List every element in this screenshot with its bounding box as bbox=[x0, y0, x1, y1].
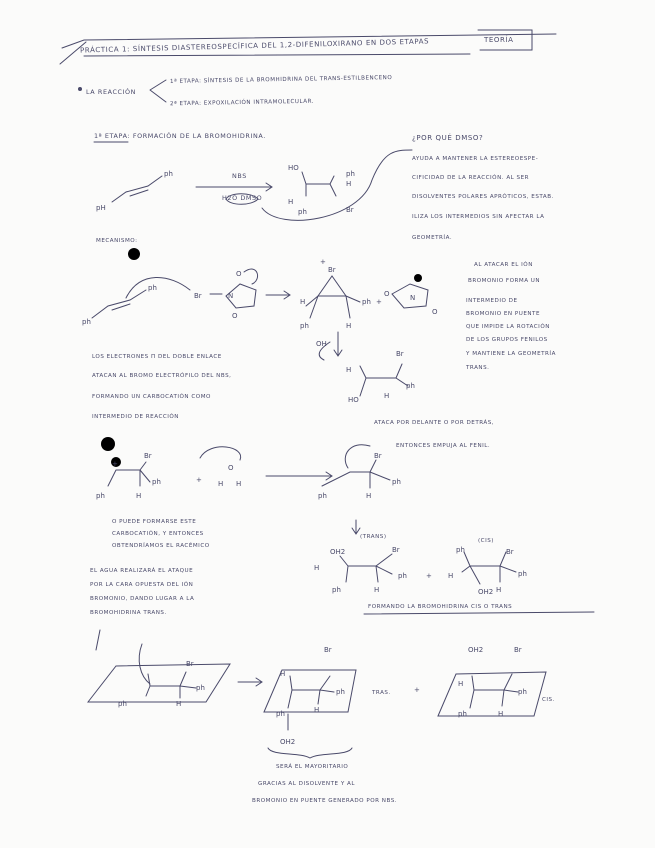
svg-text:ph: ph bbox=[332, 586, 341, 594]
svg-text:H: H bbox=[346, 366, 352, 374]
svg-text:+: + bbox=[414, 686, 420, 694]
bromonium-note-3: INTERMEDIO DE bbox=[466, 298, 518, 304]
carbocation-note-3: OBTENDRÍAMOS EL RACÉMICO bbox=[112, 543, 210, 549]
svg-text:ph: ph bbox=[406, 382, 415, 390]
svg-text:Br: Br bbox=[514, 646, 522, 654]
electron-arrow-1 bbox=[126, 277, 190, 298]
theory-tag-box bbox=[478, 30, 532, 50]
svg-text:Br: Br bbox=[396, 350, 404, 358]
forming-note: FORMANDO LA BROMOHIDRINA CIS O TRANS bbox=[368, 604, 513, 610]
svg-text:ph: ph bbox=[164, 170, 173, 178]
bromonium-note-8: TRANS. bbox=[466, 365, 490, 371]
svg-text:H: H bbox=[498, 710, 504, 718]
svg-text:ph: ph bbox=[148, 284, 157, 292]
bromonium-note-6: DE LOS GRUPOS FENILOS bbox=[466, 337, 548, 343]
dmso-answer-3: DISOLVENTES POLARES APRÓTICOS, ESTAB. bbox=[412, 194, 554, 200]
svg-text:H: H bbox=[346, 180, 352, 188]
svg-text:HO: HO bbox=[288, 164, 299, 172]
water-note-3: BROMONIO, DANDO LUGAR A LA bbox=[90, 596, 195, 602]
svg-text:H: H bbox=[314, 706, 320, 714]
svg-text:H: H bbox=[366, 492, 372, 500]
svg-text:+: + bbox=[196, 476, 202, 484]
major-note-3: BROMONIO EN PUENTE GENERADO POR NBS. bbox=[252, 798, 398, 804]
negative-charge-circle bbox=[414, 274, 422, 282]
svg-text:pH: pH bbox=[96, 204, 106, 212]
carbonyl-arrow bbox=[244, 269, 258, 284]
dmso-question: ¿POR QUÉ DMSO? bbox=[412, 134, 484, 142]
bromonium-note-5: QUE IMPIDE LA ROTACIÓN bbox=[466, 324, 550, 330]
svg-text:N: N bbox=[228, 292, 234, 300]
svg-text:N: N bbox=[410, 294, 416, 302]
svg-text:H: H bbox=[280, 670, 286, 678]
svg-text:Br: Br bbox=[144, 452, 152, 460]
step2-circle bbox=[101, 437, 115, 451]
reaction-label: LA REACCIÓN bbox=[86, 88, 137, 96]
svg-text:OH2: OH2 bbox=[330, 548, 346, 556]
plane-3 bbox=[438, 672, 546, 716]
svg-text:OH2: OH2 bbox=[280, 738, 296, 746]
forming-underline bbox=[364, 612, 594, 614]
svg-text:H: H bbox=[384, 392, 390, 400]
svg-text:ph: ph bbox=[118, 700, 127, 708]
dmso-circle bbox=[226, 194, 258, 205]
svg-text:H: H bbox=[448, 572, 454, 580]
reaction-arrow-3 bbox=[266, 472, 332, 480]
svg-text:ph: ph bbox=[152, 478, 161, 486]
svg-text:Br: Br bbox=[392, 546, 400, 554]
water-note-4: BROMOHIDRINA TRANS. bbox=[90, 610, 167, 616]
svg-text:ph: ph bbox=[82, 318, 91, 326]
svg-text:HO: HO bbox=[348, 396, 359, 404]
svg-text:ph: ph bbox=[362, 298, 371, 306]
major-brace bbox=[268, 748, 352, 758]
svg-text:+: + bbox=[426, 572, 432, 580]
step2-product bbox=[322, 460, 390, 488]
attack-note-2: ENTONCES EMPUJA AL FENIL. bbox=[396, 443, 491, 449]
svg-text:H: H bbox=[236, 480, 242, 488]
practice-title: PRÁCTICA 1: SÍNTESIS DIASTEREOSPECÍFICA DEL 1,2-DIFENILOXIRANO EN DOS ETAPAS bbox=[79, 37, 430, 55]
svg-text:+: + bbox=[376, 298, 382, 306]
svg-text:ph: ph bbox=[398, 572, 407, 580]
reaction-step1: 1ª ETAPA: SÍNTESIS DE LA BROMHIDRINA DEL TRANS-ESTILBENCENO bbox=[169, 75, 393, 85]
svg-text:ph: ph bbox=[276, 710, 285, 718]
reaction-arrow-2 bbox=[266, 291, 290, 299]
dmso-answer-1: AYUDA A MANTENER LA ESTEREOESPE- bbox=[412, 156, 539, 162]
attack-arrow-3 bbox=[345, 445, 370, 468]
plane-3-molecule bbox=[470, 674, 518, 708]
reagent-bottom: H2O DMSO bbox=[222, 194, 263, 202]
mechanism-label: MECANISMO: bbox=[96, 238, 138, 244]
svg-text:H: H bbox=[346, 322, 352, 330]
stilbene-double-bond bbox=[130, 190, 148, 196]
svg-text:O: O bbox=[232, 312, 238, 320]
svg-text:O: O bbox=[432, 308, 438, 316]
plane-1 bbox=[88, 664, 230, 702]
svg-text:O: O bbox=[236, 270, 242, 278]
down-arrow-2 bbox=[352, 520, 360, 534]
svg-text:ph: ph bbox=[318, 492, 327, 500]
svg-text:ph: ph bbox=[300, 322, 309, 330]
svg-text:Br: Br bbox=[324, 646, 332, 654]
theory-tag: TEORÍA bbox=[484, 36, 514, 44]
electrons-note-4: INTERMEDIO DE REACCIÓN bbox=[92, 414, 179, 420]
water-note-2: POR LA CARA OPUESTA DEL IÓN bbox=[90, 582, 194, 588]
bromonium-note-2: BROMONIO FORMA UN bbox=[468, 278, 541, 284]
step1-circle bbox=[128, 248, 140, 260]
svg-text:OH2: OH2 bbox=[468, 646, 484, 654]
svg-text:OH2: OH2 bbox=[478, 588, 494, 596]
title-frame-corner bbox=[60, 42, 86, 64]
dmso-answer-4: ILIZA LOS INTERMEDIOS SIN AFECTAR LA bbox=[412, 214, 545, 220]
title-underline bbox=[84, 54, 470, 56]
svg-text:Br: Br bbox=[194, 292, 202, 300]
svg-text:H: H bbox=[374, 586, 380, 594]
bromonium-note-7: Y MANTIENE LA GEOMETRÍA bbox=[466, 351, 556, 357]
svg-text:ph: ph bbox=[196, 684, 205, 692]
reaction-step2: 2ª ETAPA: EXPOXILACIÓN INTRAMOLECULAR. bbox=[169, 98, 315, 108]
svg-text:+: + bbox=[112, 460, 118, 468]
svg-text:H: H bbox=[218, 480, 224, 488]
svg-text:OH: OH bbox=[316, 340, 327, 348]
electrons-note-2: ATACAN AL BROMO ELECTRÓFILO DEL NBS, bbox=[92, 373, 232, 379]
svg-text:ph: ph bbox=[392, 478, 401, 486]
dmso-answer-2: CIFICIDAD DE LA REACCIÓN. AL SER bbox=[412, 175, 530, 181]
trans-tag: TRAS. bbox=[372, 690, 391, 696]
stilbene-skeleton bbox=[112, 176, 162, 202]
svg-text:O: O bbox=[384, 290, 390, 298]
svg-text:ph: ph bbox=[518, 570, 527, 578]
svg-text:H: H bbox=[496, 586, 502, 594]
trans-bromohydrin bbox=[340, 554, 392, 582]
cis-bromohydrin bbox=[462, 552, 516, 584]
bromonium-note-1: AL ATACAR EL IÓN bbox=[474, 262, 533, 268]
reagent-top: NBS bbox=[232, 172, 247, 180]
svg-text:Br: Br bbox=[186, 660, 194, 668]
major-note-1: SERÁ EL MAYORITARIO bbox=[276, 764, 349, 770]
carbocation-note-2: CARBOCATIÓN, Y ENTONCES bbox=[112, 531, 204, 537]
trans-label: (TRANS) bbox=[360, 534, 387, 540]
svg-text:Br: Br bbox=[506, 548, 514, 556]
bromonium-note-4: BROMONIO EN PUENTE bbox=[466, 311, 541, 317]
down-arrow-1 bbox=[334, 332, 342, 356]
title-frame-line bbox=[62, 34, 556, 48]
svg-text:H: H bbox=[176, 700, 182, 708]
small-tick bbox=[96, 630, 100, 650]
svg-text:ph: ph bbox=[458, 710, 467, 718]
stilbene-2-double bbox=[112, 304, 130, 310]
svg-text:O: O bbox=[228, 464, 234, 472]
stage1-title: 1ª ETAPA: FORMACIÓN DE LA BROMOHIDRINA. bbox=[94, 132, 266, 140]
bromohydrin-skeleton bbox=[302, 172, 336, 196]
cis-label: (CIS) bbox=[478, 538, 494, 544]
svg-text:Br: Br bbox=[328, 266, 336, 274]
plane-2-molecule bbox=[288, 676, 334, 708]
svg-text:H: H bbox=[288, 198, 294, 206]
electrons-note-3: FORMANDO UN CARBOCATIÓN COMO bbox=[92, 394, 211, 400]
water-arrow-2 bbox=[200, 447, 241, 460]
electrons-note-1: LOS ELECTRONES Π DEL DOBLE ENLACE bbox=[92, 354, 222, 360]
svg-text:ph: ph bbox=[518, 688, 527, 696]
bromonium-substituents bbox=[306, 296, 360, 318]
svg-text:ph: ph bbox=[336, 688, 345, 696]
cis-tag: CIS. bbox=[542, 697, 555, 703]
svg-text:ph: ph bbox=[456, 546, 465, 554]
plane-1-molecule bbox=[146, 672, 196, 698]
bromonium-ring bbox=[318, 276, 346, 296]
dmso-callout-arrow bbox=[262, 150, 412, 220]
svg-text:+: + bbox=[320, 258, 326, 266]
reaction-arrow-1 bbox=[196, 183, 272, 191]
bullet-dot bbox=[78, 87, 82, 91]
svg-text:Br: Br bbox=[346, 206, 354, 214]
attack-note-1: ATACA POR DELANTE O POR DETRÁS, bbox=[374, 420, 495, 426]
svg-text:ph: ph bbox=[346, 170, 355, 178]
svg-text:ph: ph bbox=[96, 492, 105, 500]
svg-text:H: H bbox=[458, 680, 464, 688]
major-note-2: GRACIAS AL DISOLVENTE Y AL bbox=[258, 781, 355, 787]
reaction-brace bbox=[150, 80, 166, 102]
water-note-1: EL AGUA REALIZARÁ EL ATAQUE bbox=[90, 568, 194, 574]
svg-text:H: H bbox=[300, 298, 306, 306]
svg-text:H: H bbox=[136, 492, 142, 500]
carbocation-note-1: O PUEDE FORMARSE ESTE bbox=[112, 519, 197, 525]
svg-text:ph: ph bbox=[298, 208, 307, 216]
stilbene-2 bbox=[92, 290, 146, 318]
plane-arrow bbox=[238, 678, 262, 686]
svg-text:Br: Br bbox=[374, 452, 382, 460]
dmso-answer-5: GEOMETRÍA. bbox=[412, 235, 453, 241]
svg-text:H: H bbox=[314, 564, 320, 572]
